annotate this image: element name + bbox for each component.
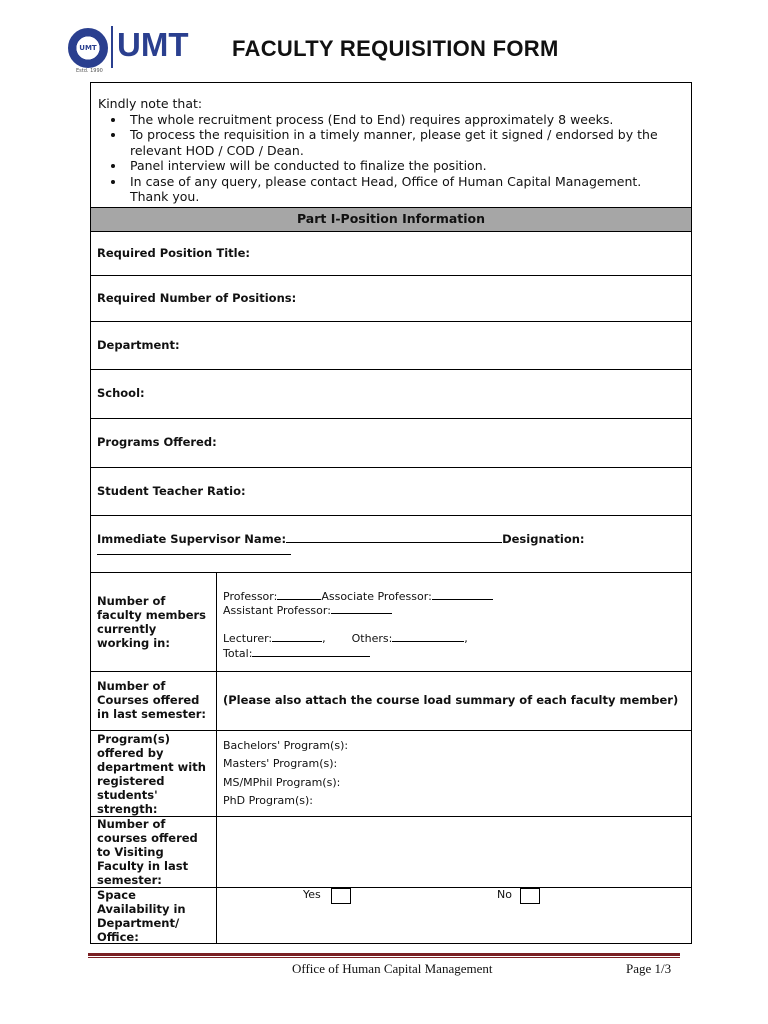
note-item: • To process the requisition in a timely manner, please get it signed / endorsed by the relevant HOD / COD / Dean. bbox=[126, 127, 683, 158]
courses-last-semester-label: Number of Courses offered in last semester: bbox=[97, 679, 207, 721]
faculty-line-3 bbox=[223, 629, 468, 645]
footer-rule-thin bbox=[88, 957, 680, 958]
note-list bbox=[98, 112, 683, 205]
note-item: • In case of any query, please contact Head, Office of Human Capital Management. Thank you. bbox=[126, 174, 683, 205]
professor-blank[interactable] bbox=[277, 587, 321, 600]
visiting-faculty-value-cell[interactable] bbox=[217, 817, 691, 887]
supervisor-row[interactable] bbox=[91, 516, 691, 573]
assistant-professor-label: Assistant Professor: bbox=[223, 604, 331, 617]
yes-checkbox[interactable] bbox=[331, 888, 351, 904]
comma: , bbox=[322, 632, 326, 645]
programs-strength-label: Program(s) offered by department with registered students' strength: bbox=[97, 732, 206, 816]
faculty-count-row bbox=[91, 573, 691, 672]
total-label: Total: bbox=[223, 647, 253, 660]
total-blank[interactable] bbox=[252, 644, 370, 657]
lecturer-label: Lecturer: bbox=[223, 632, 273, 645]
programs-strength-row bbox=[91, 731, 691, 817]
courses-label-cell bbox=[91, 672, 217, 730]
phd-label: PhD Program(s): bbox=[223, 794, 314, 807]
no-label: No bbox=[497, 888, 512, 901]
masters-label: Masters' Program(s): bbox=[223, 757, 338, 770]
designation-label: Designation: bbox=[502, 532, 585, 546]
footer-rule bbox=[88, 953, 680, 956]
note-item: • Panel interview will be conducted to finalize the position. bbox=[126, 158, 683, 174]
footer-office: Office of Human Capital Management bbox=[292, 961, 493, 976]
faculty-count-label-cell bbox=[91, 573, 217, 671]
space-label-cell bbox=[91, 888, 217, 944]
others-label: Others: bbox=[351, 632, 393, 645]
others-blank[interactable] bbox=[392, 629, 464, 642]
logo-wordmark: UMT bbox=[117, 26, 189, 63]
bachelors-label: Bachelors' Program(s): bbox=[223, 739, 349, 752]
courses-last-semester-row bbox=[91, 672, 691, 731]
department-row[interactable] bbox=[91, 322, 691, 370]
form-title: FACULTY REQUISITION FORM bbox=[232, 36, 559, 61]
school-label: School: bbox=[97, 386, 145, 400]
page-header bbox=[0, 0, 768, 82]
associate-professor-label: Associate Professor: bbox=[321, 590, 432, 603]
courses-note-cell[interactable] bbox=[217, 672, 691, 730]
student-teacher-ratio-label: Student Teacher Ratio: bbox=[97, 484, 246, 498]
supervisor-name-label: Immediate Supervisor Name: bbox=[97, 532, 287, 546]
yes-label: Yes bbox=[303, 888, 321, 901]
position-title-label: Required Position Title: bbox=[97, 246, 250, 260]
associate-professor-blank[interactable] bbox=[432, 587, 493, 600]
student-teacher-ratio-row[interactable] bbox=[91, 468, 691, 516]
logo-divider bbox=[111, 26, 113, 68]
school-row[interactable] bbox=[91, 370, 691, 419]
section-header-part1: Part I-Position Information bbox=[91, 207, 691, 232]
instructions-note bbox=[98, 96, 683, 205]
faculty-line-4 bbox=[223, 644, 370, 660]
supervisor-name-blank[interactable] bbox=[286, 530, 502, 543]
professor-label: Professor: bbox=[223, 590, 278, 603]
department-label: Department: bbox=[97, 338, 180, 352]
no-checkbox[interactable] bbox=[520, 888, 540, 904]
course-load-note: (Please also attach the course load summary of each faculty member) bbox=[223, 693, 679, 707]
space-availability-row bbox=[91, 888, 691, 944]
num-positions-label: Required Number of Positions: bbox=[97, 291, 297, 305]
programs-offered-label: Programs Offered: bbox=[97, 435, 217, 449]
lecturer-blank[interactable] bbox=[272, 629, 322, 642]
visiting-faculty-label-cell bbox=[91, 817, 217, 887]
designation-blank[interactable] bbox=[97, 542, 291, 555]
faculty-count-label: Number of faculty members currently working in: bbox=[97, 594, 207, 650]
page-number: Page 1/3 bbox=[626, 961, 672, 976]
programs-offered-row[interactable] bbox=[91, 419, 691, 468]
faculty-count-values-cell bbox=[217, 573, 691, 671]
note-item: • The whole recruitment process (End to End) requires approximately 8 weeks. bbox=[126, 112, 683, 128]
umt-seal-icon bbox=[68, 28, 108, 68]
comma: , bbox=[464, 632, 468, 645]
msmphil-label: MS/MPhil Program(s): bbox=[223, 776, 341, 789]
visiting-faculty-label: Number of courses offered to Visiting Faculty in last semester: bbox=[97, 817, 198, 887]
faculty-line-2 bbox=[223, 601, 392, 617]
programs-strength-values-cell[interactable] bbox=[217, 731, 691, 816]
visiting-faculty-row bbox=[91, 817, 691, 888]
logo-established-text: Estd. 1990 bbox=[76, 68, 103, 74]
note-intro: Kindly note that: bbox=[98, 96, 203, 111]
assistant-professor-blank[interactable] bbox=[331, 601, 392, 614]
position-title-row[interactable] bbox=[91, 231, 691, 276]
form-frame bbox=[90, 82, 692, 944]
num-positions-row[interactable] bbox=[91, 276, 691, 322]
programs-strength-label-cell bbox=[91, 731, 217, 816]
space-availability-label: Space Availability in Department/ Office: bbox=[97, 888, 186, 944]
logo-seal-text: UMT bbox=[79, 44, 97, 52]
space-options-cell bbox=[217, 888, 691, 944]
